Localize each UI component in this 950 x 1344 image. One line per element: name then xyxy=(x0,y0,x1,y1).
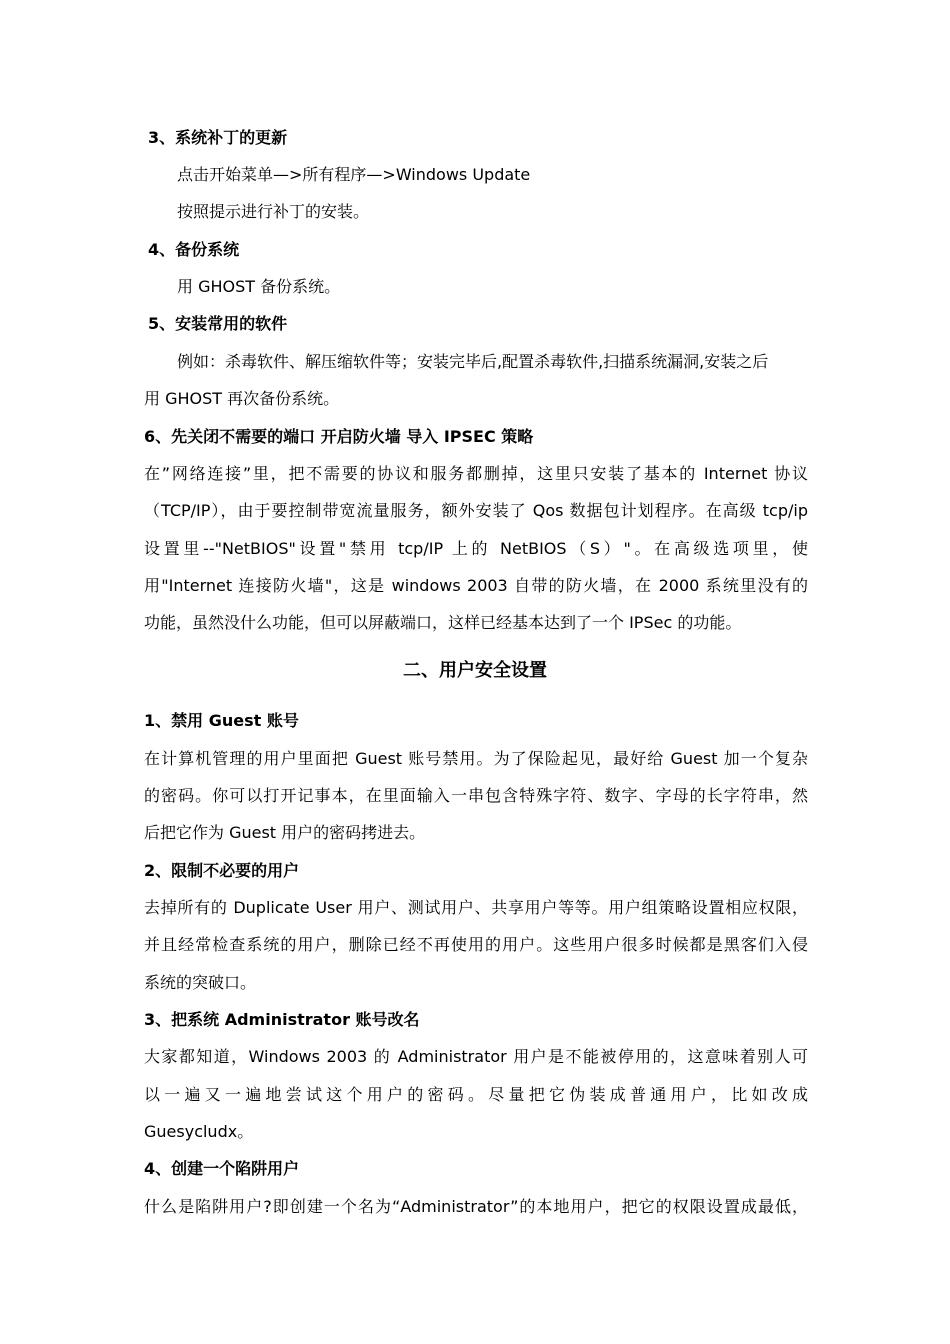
paragraph-line: 什么是陷阱用户?即创建一个名为“Administrator”的本地用户，把它的权限设置成最低， xyxy=(144,1197,808,1216)
paragraph-line: 用"Internet 连接防火墙"，这是 windows 2003 自带的防火墙，在 2000 系统里没有的 xyxy=(144,576,808,595)
paragraph-line: 后把它作为 Guest 用户的密码拷进去。 xyxy=(144,823,426,842)
heading-ports-firewall-ipsec: 6、先关闭不需要的端口 开启防火墙 导入 IPSEC 策略 xyxy=(144,427,534,446)
paragraph-line: 例如：杀毒软件、解压缩软件等；安装完毕后,配置杀毒软件,扫描系统漏洞,安装之后 xyxy=(177,352,769,371)
heading-disable-guest: 1、禁用 Guest 账号 xyxy=(144,711,299,730)
heading-patch-update: 3、系统补丁的更新 xyxy=(148,128,288,147)
paragraph-line: 按照提示进行补丁的安装。 xyxy=(177,202,370,221)
paragraph-line: 点击开始菜单—>所有程序—>Windows Update xyxy=(177,165,531,184)
heading-rename-admin: 3、把系统 Administrator 账号改名 xyxy=(144,1010,420,1029)
heading-install-software: 5、安装常用的软件 xyxy=(148,314,288,333)
paragraph-line: 在”网络连接”里，把不需要的协议和服务都删掉，这里只安装了基本的 Internet 协议 xyxy=(144,464,808,483)
paragraph-line: （TCP/IP），由于要控制带宽流量服务，额外安装了 Qos 数据包计划程序。在高级 tcp/ip xyxy=(144,501,808,520)
paragraph-line: 的密码。你可以打开记事本，在里面输入一串包含特殊字符、数字、字母的长字符串，然 xyxy=(144,786,808,805)
paragraph-line: 并且经常检查系统的用户，删除已经不再使用的用户。这些用户很多时候都是黑客们入侵 xyxy=(144,935,808,954)
paragraph-line: 大家都知道，Windows 2003 的 Administrator 用户是不能被停用的，这意味着别人可 xyxy=(144,1047,808,1066)
heading-backup-system: 4、备份系统 xyxy=(148,240,240,259)
heading-trap-user: 4、创建一个陷阱用户 xyxy=(144,1159,300,1178)
paragraph-line: 用 GHOST 再次备份系统。 xyxy=(144,389,340,408)
section-title-user-security: 二、用户安全设置 xyxy=(403,660,547,681)
paragraph-line: 功能，虽然没什么功能，但可以屏蔽端口，这样已经基本达到了一个 IPSec 的功能。 xyxy=(144,613,742,632)
paragraph-line: 在计算机管理的用户里面把 Guest 账号禁用。为了保险起见，最好给 Guest 加一个复杂 xyxy=(144,749,808,768)
paragraph-line: 去掉所有的 Duplicate User 用户、测试用户、共享用户等等。用户组策略设置相应权限， xyxy=(144,898,808,917)
heading-limit-users: 2、限制不必要的用户 xyxy=(144,861,300,880)
paragraph-line: Guesycludx。 xyxy=(144,1122,254,1141)
paragraph-line: 以一遍又一遍地尝试这个用户的密码。尽量把它伪装成普通用户，比如改成 xyxy=(144,1085,808,1104)
paragraph-line: 用 GHOST 备份系统。 xyxy=(177,277,341,296)
paragraph-line: 设置里--"NetBIOS"设置"禁用 tcp/IP 上的 NetBIOS（S）"。在高级选项里，使 xyxy=(144,539,808,558)
paragraph-line: 系统的突破口。 xyxy=(144,973,257,992)
